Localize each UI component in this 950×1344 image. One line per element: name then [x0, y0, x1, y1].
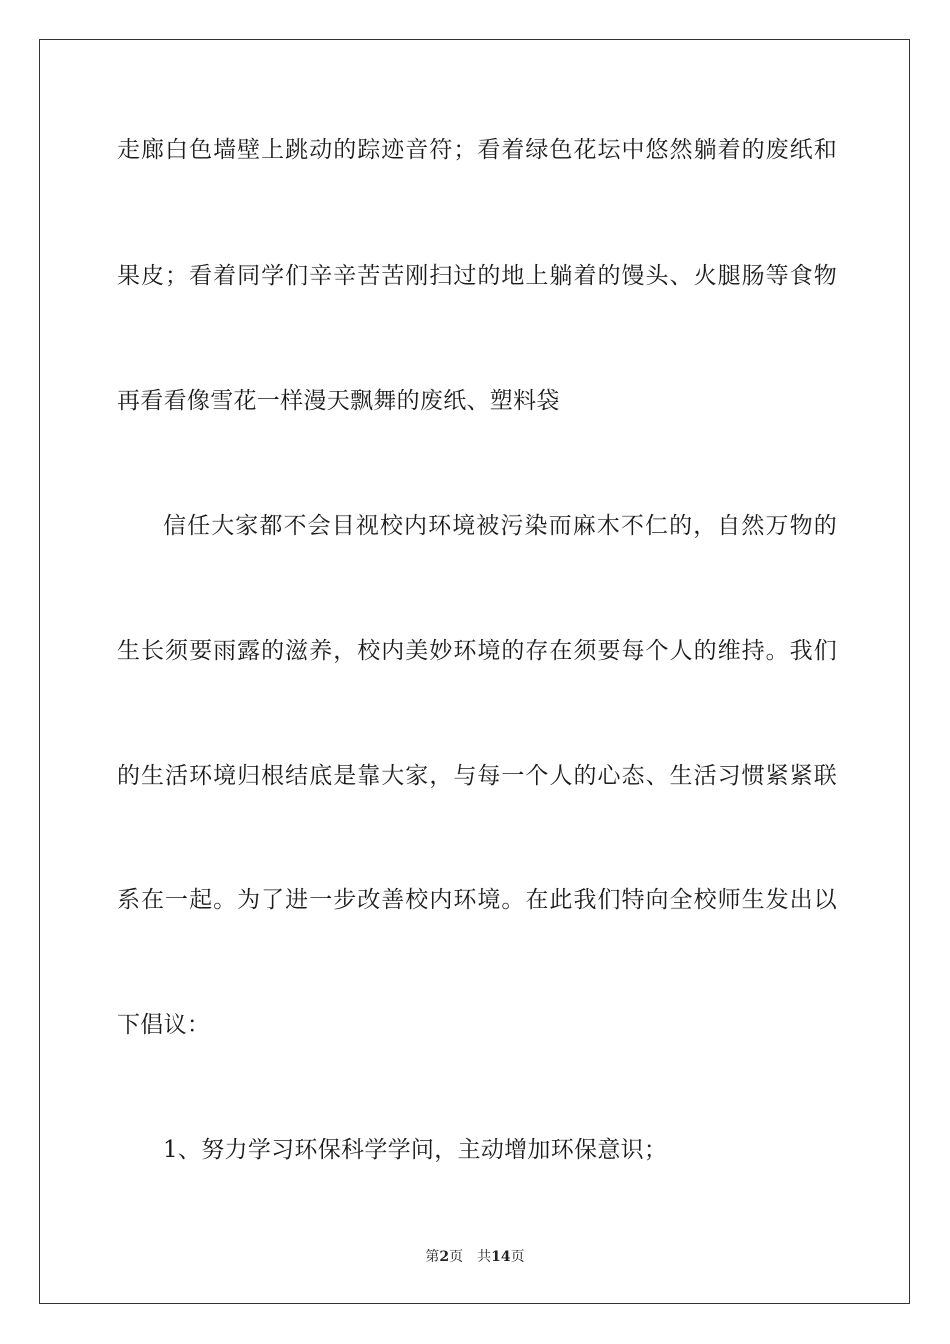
- total-prefix: 共: [477, 1249, 492, 1265]
- page-number: 2: [439, 1249, 450, 1265]
- body-line: 果皮；看着同学们辛辛苦苦刚扫过的地上躺着的馒头、火腿肠等食物: [117, 263, 837, 289]
- body-line: 走廊白色墙壁上跳动的踪迹音符；看着绿色花坛中悠然躺着的废纸和: [117, 137, 837, 163]
- page-border: [39, 39, 910, 1304]
- list-item: 1、努力学习环保科学学问，主动增加环保意识；: [163, 1137, 668, 1163]
- paragraph-first-line: 信任大家都不会目视校内环境被污染而麻木不仁的，自然万物的: [163, 513, 837, 539]
- body-line: 生长须要雨露的滋养，校内美妙环境的存在须要每个人的维持。我们: [117, 638, 837, 664]
- total-suffix: 页: [510, 1249, 525, 1265]
- body-line: 再看看像雪花一样漫天飘舞的废纸、塑料袋: [117, 388, 560, 414]
- page-footer: [0, 1248, 950, 1266]
- total-pages: 14: [491, 1249, 511, 1265]
- body-line: 下倡议：: [117, 1012, 211, 1038]
- body-line: 的生活环境归根结底是靠大家，与每一个人的心态、生活习惯紧紧联: [117, 763, 837, 789]
- body-line: 系在一起。为了进一步改善校内环境。在此我们特向全校师生发出以: [117, 887, 837, 913]
- page-prefix: 第: [425, 1249, 440, 1265]
- page-suffix: 页: [449, 1249, 464, 1265]
